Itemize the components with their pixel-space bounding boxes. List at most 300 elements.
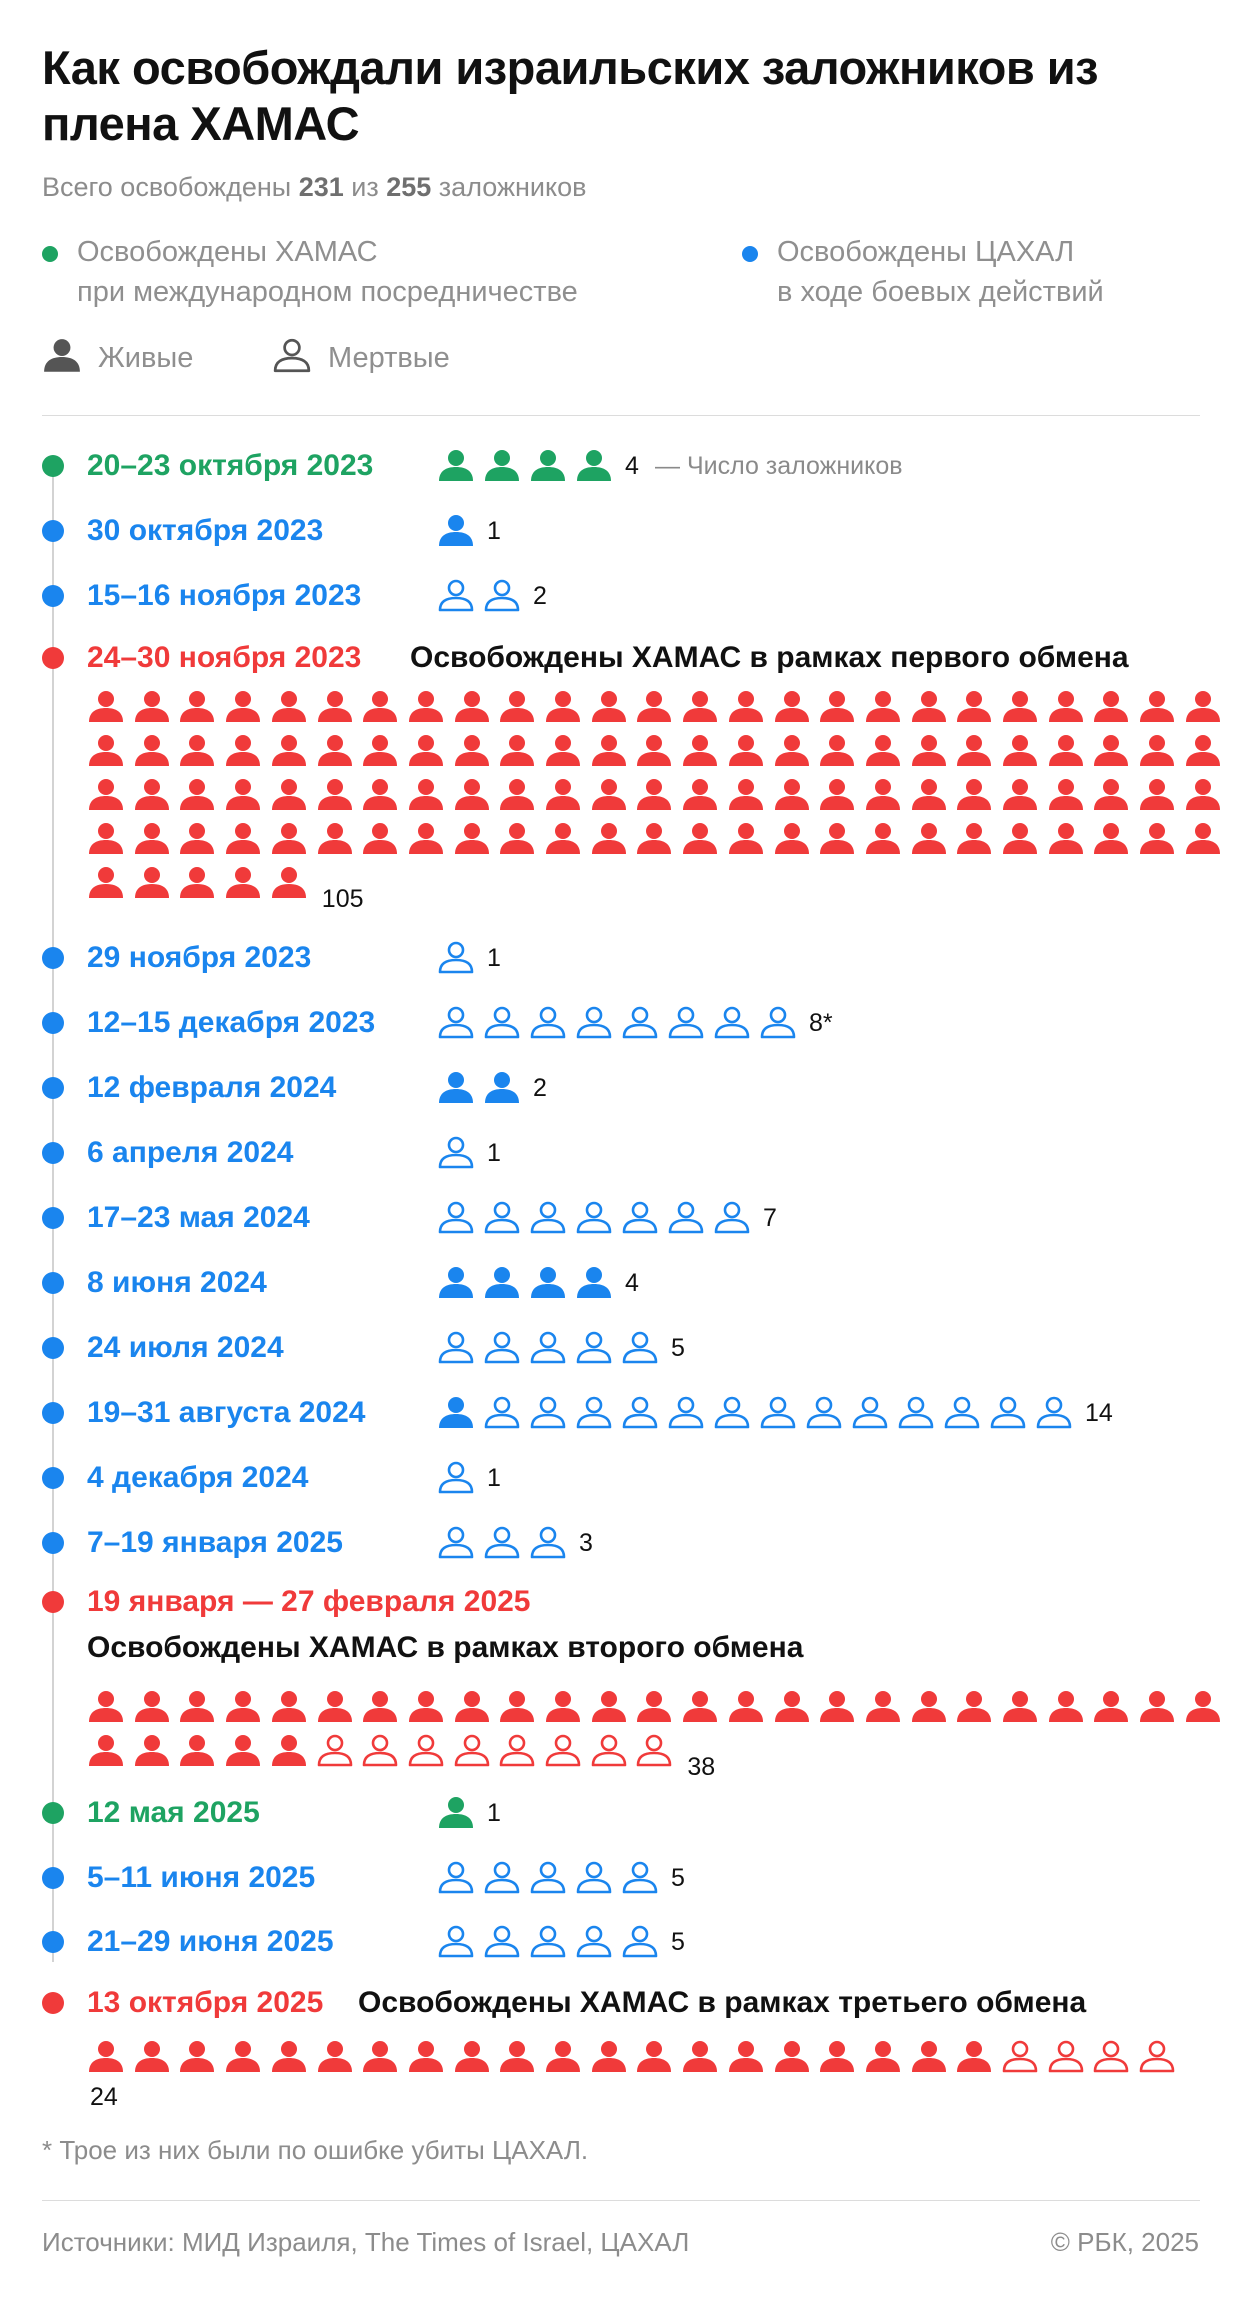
hostage-alive-icon (87, 690, 125, 724)
hostage-dead-icon (437, 1006, 475, 1040)
hostage-alive-icon (1138, 1690, 1176, 1724)
hostage-alive-icon (681, 1690, 719, 1724)
legend-hamas-dot (42, 246, 58, 262)
hostage-alive-icon (818, 822, 856, 856)
hostage-dead-icon (621, 1861, 659, 1895)
hostage-dead-icon (483, 1331, 521, 1365)
hostage-alive-icon (1184, 734, 1222, 768)
hostage-alive-icon (178, 2040, 216, 2074)
hostage-alive-icon (544, 690, 582, 724)
hostage-dead-icon (1047, 2040, 1085, 2074)
hostage-alive-icon (818, 690, 856, 724)
event-count: 7 (763, 1204, 777, 1232)
event-count: 1 (487, 944, 501, 972)
event-dot (42, 1012, 64, 1034)
hostage-alive-icon (864, 690, 902, 724)
hostage-alive-icon (590, 734, 628, 768)
event-date: 24 июля 2024 (87, 1331, 284, 1364)
hostage-dead-icon (529, 1526, 567, 1560)
hostage-alive-icon (727, 2040, 765, 2074)
event-date: 24–30 ноября 2023 (87, 641, 362, 674)
hostage-alive-icon (773, 1690, 811, 1724)
hostage-dead-icon (437, 1136, 475, 1170)
hostage-alive-icon (635, 778, 673, 812)
hostage-alive-icon (407, 2040, 445, 2074)
hostage-alive-icon (635, 734, 673, 768)
event-date: 19 января — 27 февраля 2025 (87, 1585, 531, 1618)
hostage-alive-icon (178, 1734, 216, 1768)
event-date: 13 октября 2025 (87, 1986, 324, 2019)
hostage-alive-icon (575, 1266, 613, 1300)
hostage-alive-icon (316, 734, 354, 768)
hostage-alive-icon (270, 1734, 308, 1768)
event-dot (42, 520, 64, 542)
hostage-alive-icon (87, 734, 125, 768)
hostage-alive-icon (727, 778, 765, 812)
hostage-alive-icon (681, 734, 719, 768)
event-date: 15–16 ноября 2023 (87, 579, 362, 612)
hostage-dead-icon (498, 1734, 536, 1768)
event-dot (42, 1532, 64, 1554)
event-dot (42, 455, 64, 477)
legend-idf-line1: Освобождены ЦАХАЛ (777, 236, 1075, 268)
hostage-alive-icon (270, 778, 308, 812)
event-dot (42, 1077, 64, 1099)
event-count: 4 (625, 452, 639, 480)
hostage-alive-icon (590, 822, 628, 856)
hostage-alive-icon (133, 1734, 171, 1768)
hostage-dead-icon (621, 1331, 659, 1365)
event-date: 12–15 декабря 2023 (87, 1006, 376, 1039)
hostage-dead-icon (851, 1396, 889, 1430)
hostage-alive-icon (590, 2040, 628, 2074)
hostage-alive-icon (437, 514, 475, 548)
bottom-divider (42, 2200, 1200, 2201)
event-count: 2 (533, 1074, 547, 1102)
hostage-alive-icon (1092, 1690, 1130, 1724)
hostage-alive-icon (773, 734, 811, 768)
event-count: 3 (579, 1529, 593, 1557)
legend-dead-label: Мертвые (328, 342, 450, 374)
hostage-alive-icon (498, 778, 536, 812)
hostage-alive-icon (437, 1396, 475, 1430)
hostage-alive-icon (575, 449, 613, 483)
hostage-alive-icon (316, 1690, 354, 1724)
hostage-dead-icon (529, 1396, 567, 1430)
hostage-alive-icon (910, 822, 948, 856)
hostage-alive-icon (224, 778, 262, 812)
event-dot (42, 1207, 64, 1229)
hostage-alive-icon (818, 2040, 856, 2074)
event-dot (42, 1272, 64, 1294)
subtitle-suffix: заложников (431, 172, 587, 202)
hostage-dead-icon (529, 1925, 567, 1959)
event-count: 2 (533, 582, 547, 610)
hostage-alive-icon (224, 734, 262, 768)
hostage-alive-icon (1092, 734, 1130, 768)
hostage-alive-icon (178, 734, 216, 768)
event-dot (42, 947, 64, 969)
event-date: 19–31 августа 2024 (87, 1396, 366, 1429)
hostage-dead-icon (361, 1734, 399, 1768)
hostage-alive-icon (773, 778, 811, 812)
event-date: 12 февраля 2024 (87, 1071, 337, 1104)
hostage-alive-icon (727, 822, 765, 856)
hostage-alive-icon (773, 822, 811, 856)
hostage-dead-icon (437, 1331, 475, 1365)
event-description: Освобождены ХАМАС в рамках второго обмена (87, 1631, 804, 1664)
subtitle-prefix: Всего освобождены (42, 172, 299, 202)
hostage-alive-icon (407, 822, 445, 856)
hostage-alive-icon (87, 822, 125, 856)
hostage-alive-icon (727, 1690, 765, 1724)
event-dot (42, 1867, 64, 1889)
hostage-dead-icon (575, 1861, 613, 1895)
hostage-alive-icon (955, 1690, 993, 1724)
event-dot (42, 1802, 64, 1824)
hostage-dead-icon (1001, 2040, 1039, 2074)
hostage-alive-icon (178, 866, 216, 900)
hostage-alive-icon (910, 690, 948, 724)
hostage-alive-icon (955, 734, 993, 768)
hostage-dead-icon (667, 1201, 705, 1235)
released-count: 231 (298, 172, 344, 202)
hostage-dead-icon (759, 1396, 797, 1430)
hostage-alive-icon (178, 1690, 216, 1724)
hostage-alive-icon (955, 778, 993, 812)
event-count: 24 (90, 2083, 118, 2111)
hostage-dead-icon (483, 579, 521, 613)
hostage-alive-icon (818, 734, 856, 768)
hostage-alive-icon (407, 778, 445, 812)
hostage-alive-icon (864, 778, 902, 812)
hostage-alive-icon (864, 822, 902, 856)
hostage-alive-icon (453, 1690, 491, 1724)
hostage-dead-icon (621, 1925, 659, 1959)
event-count: 5 (671, 1334, 685, 1362)
hostage-alive-icon (955, 690, 993, 724)
event-count: 1 (487, 517, 501, 545)
event-count: 14 (1085, 1399, 1113, 1427)
hostage-alive-icon (133, 734, 171, 768)
hostage-alive-icon (453, 778, 491, 812)
hostage-alive-icon (87, 866, 125, 900)
event-date: 17–23 мая 2024 (87, 1201, 310, 1234)
hostage-dead-icon (437, 941, 475, 975)
hostage-alive-icon (316, 778, 354, 812)
event-description: Освобождены ХАМАС в рамках первого обмена (410, 641, 1129, 674)
legend-hamas-line2: при международном посредничестве (77, 276, 578, 308)
person-outline-icon (272, 338, 312, 374)
hostage-alive-icon (133, 822, 171, 856)
legend-idf-line2: в ходе боевых действий (777, 276, 1104, 308)
hostage-alive-icon (864, 1690, 902, 1724)
hostage-alive-icon (773, 2040, 811, 2074)
event-date: 21–29 июня 2025 (87, 1925, 334, 1958)
event-count: 1 (487, 1799, 501, 1827)
hostage-dead-icon (575, 1396, 613, 1430)
hostage-alive-icon (635, 2040, 673, 2074)
hostage-alive-icon (1001, 822, 1039, 856)
hostage-dead-icon (529, 1201, 567, 1235)
hostage-dead-icon (1035, 1396, 1073, 1430)
hostage-alive-icon (133, 866, 171, 900)
hostage-alive-icon (681, 690, 719, 724)
hostage-alive-icon (864, 734, 902, 768)
event-description: Освобождены ХАМАС в рамках третьего обмена (358, 1986, 1087, 2019)
hostage-alive-icon (270, 690, 308, 724)
hostage-dead-icon (621, 1006, 659, 1040)
hostage-dead-icon (943, 1396, 981, 1430)
hostage-dead-icon (667, 1006, 705, 1040)
hostage-alive-icon (910, 734, 948, 768)
event-date: 29 ноября 2023 (87, 941, 312, 974)
hostage-alive-icon (483, 1071, 521, 1105)
hostage-dead-icon (407, 1734, 445, 1768)
hostage-dead-icon (529, 1861, 567, 1895)
hostage-alive-icon (361, 690, 399, 724)
hostage-dead-icon (437, 1526, 475, 1560)
hostage-alive-icon (224, 1734, 262, 1768)
hostage-alive-icon (529, 449, 567, 483)
event-dot (42, 1337, 64, 1359)
hostage-alive-icon (498, 1690, 536, 1724)
hostage-alive-icon (453, 822, 491, 856)
event-note: — Число заложников (655, 452, 903, 480)
hostage-alive-icon (224, 822, 262, 856)
hostage-alive-icon (635, 1690, 673, 1724)
hostage-alive-icon (498, 734, 536, 768)
hostage-alive-icon (1184, 822, 1222, 856)
hostage-alive-icon (178, 822, 216, 856)
hostage-alive-icon (270, 734, 308, 768)
hostage-dead-icon (453, 1734, 491, 1768)
hostage-dead-icon (483, 1925, 521, 1959)
hostage-alive-icon (407, 1690, 445, 1724)
event-count: 5 (671, 1864, 685, 1892)
event-count: 105 (321, 885, 364, 913)
hostage-dead-icon (483, 1396, 521, 1430)
hostage-alive-icon (270, 822, 308, 856)
hostage-alive-icon (87, 2040, 125, 2074)
hostage-alive-icon (910, 778, 948, 812)
hostage-alive-icon (453, 734, 491, 768)
event-count: 1 (487, 1139, 501, 1167)
hostage-alive-icon (453, 2040, 491, 2074)
hostage-dead-icon (437, 1861, 475, 1895)
hostage-alive-icon (544, 734, 582, 768)
hostage-dead-icon (483, 1006, 521, 1040)
legend-alive-label: Живые (98, 342, 194, 374)
hostage-alive-icon (270, 1690, 308, 1724)
page-title: Как освобождали израильских заложников из плена ХАМАС (42, 41, 1099, 150)
event-dot (42, 1931, 64, 1953)
hostage-alive-icon (270, 2040, 308, 2074)
hostage-alive-icon (224, 690, 262, 724)
event-dot (42, 585, 64, 607)
event-dot (42, 1467, 64, 1489)
legend-idf-dot (742, 246, 758, 262)
sources: Источники: МИД Израиля, The Times of Israel, ЦАХАЛ (42, 2227, 690, 2257)
hostage-alive-icon (361, 1690, 399, 1724)
hostage-dead-icon (575, 1331, 613, 1365)
hostage-alive-icon (483, 449, 521, 483)
hostage-dead-icon (713, 1006, 751, 1040)
hostage-alive-icon (727, 690, 765, 724)
total-count: 255 (386, 172, 432, 202)
hostage-alive-icon (910, 1690, 948, 1724)
hostage-alive-icon (133, 778, 171, 812)
hostage-alive-icon (1001, 690, 1039, 724)
event-dot (42, 1142, 64, 1164)
hostage-alive-icon (437, 1071, 475, 1105)
hostage-dead-icon (713, 1396, 751, 1430)
hostage-dead-icon (805, 1396, 843, 1430)
hostage-alive-icon (498, 690, 536, 724)
hostage-dead-icon (437, 579, 475, 613)
hostage-alive-icon (361, 822, 399, 856)
hostage-alive-icon (87, 1734, 125, 1768)
hostage-alive-icon (590, 690, 628, 724)
hostage-alive-icon (1047, 822, 1085, 856)
hostage-alive-icon (773, 690, 811, 724)
hostage-alive-icon (1138, 690, 1176, 724)
event-date: 5–11 июня 2025 (87, 1861, 316, 1894)
subtitle-middle: из (343, 172, 387, 202)
hostage-alive-icon (1184, 778, 1222, 812)
hostage-alive-icon (133, 2040, 171, 2074)
hostage-alive-icon (498, 822, 536, 856)
hostage-alive-icon (1138, 778, 1176, 812)
event-date: 20–23 октября 2023 (87, 449, 374, 482)
hostage-dead-icon (1092, 2040, 1130, 2074)
hostage-dead-icon (621, 1396, 659, 1430)
hostage-dead-icon (759, 1006, 797, 1040)
hostage-dead-icon (989, 1396, 1027, 1430)
top-divider (42, 415, 1200, 416)
event-dot (42, 1402, 64, 1424)
hostage-alive-icon (437, 1266, 475, 1300)
hostage-dead-icon (1138, 2040, 1176, 2074)
hostage-alive-icon (361, 778, 399, 812)
hostage-dead-icon (635, 1734, 673, 1768)
hostage-alive-icon (1138, 734, 1176, 768)
hostage-alive-icon (681, 778, 719, 812)
person-filled-icon (42, 338, 82, 374)
event-date: 4 декабря 2024 (87, 1461, 309, 1494)
hostage-alive-icon (727, 734, 765, 768)
hostage-alive-icon (316, 690, 354, 724)
hostage-alive-icon (483, 1266, 521, 1300)
hostage-dead-icon (437, 1925, 475, 1959)
hostage-alive-icon (818, 778, 856, 812)
hostage-alive-icon (544, 2040, 582, 2074)
hostage-alive-icon (635, 822, 673, 856)
subtitle (42, 172, 587, 203)
hostage-alive-icon (818, 1690, 856, 1724)
event-count: 5 (671, 1928, 685, 1956)
hostage-alive-icon (133, 690, 171, 724)
hostage-alive-icon (955, 2040, 993, 2074)
footnote: * Трое из них были по ошибке убиты ЦАХАЛ. (42, 2135, 589, 2165)
hostage-alive-icon (224, 1690, 262, 1724)
hostage-dead-icon (897, 1396, 935, 1430)
hostage-alive-icon (1047, 1690, 1085, 1724)
hostage-alive-icon (1001, 734, 1039, 768)
hostage-dead-icon (529, 1331, 567, 1365)
hostage-alive-icon (1047, 734, 1085, 768)
event-dot (42, 1591, 64, 1613)
hostage-alive-icon (87, 1690, 125, 1724)
hostage-alive-icon (407, 690, 445, 724)
hostage-dead-icon (575, 1201, 613, 1235)
event-count: 1 (487, 1464, 501, 1492)
event-count: 38 (687, 1753, 716, 1781)
hostage-alive-icon (133, 1690, 171, 1724)
hostage-alive-icon (681, 2040, 719, 2074)
hostage-alive-icon (590, 1690, 628, 1724)
hostage-alive-icon (681, 822, 719, 856)
hostage-dead-icon (316, 1734, 354, 1768)
hostage-alive-icon (224, 2040, 262, 2074)
hostage-dead-icon (713, 1201, 751, 1235)
hostage-alive-icon (1184, 1690, 1222, 1724)
hostage-alive-icon (1184, 690, 1222, 724)
hostage-alive-icon (437, 449, 475, 483)
hostage-alive-icon (498, 2040, 536, 2074)
hostage-alive-icon (864, 2040, 902, 2074)
hostage-alive-icon (529, 1266, 567, 1300)
hostage-dead-icon (529, 1006, 567, 1040)
hostage-dead-icon (621, 1201, 659, 1235)
hostage-alive-icon (361, 734, 399, 768)
hostage-alive-icon (1138, 822, 1176, 856)
hostage-alive-icon (316, 822, 354, 856)
hostage-dead-icon (575, 1006, 613, 1040)
hostage-alive-icon (590, 778, 628, 812)
hostage-alive-icon (1092, 690, 1130, 724)
hostage-alive-icon (544, 1690, 582, 1724)
hostage-alive-icon (224, 866, 262, 900)
event-count: 4 (625, 1269, 639, 1297)
hostage-dead-icon (483, 1526, 521, 1560)
hostage-alive-icon (87, 778, 125, 812)
hostage-alive-icon (955, 822, 993, 856)
hostage-alive-icon (910, 2040, 948, 2074)
event-dot (42, 647, 64, 669)
hostage-alive-icon (437, 1796, 475, 1830)
hostage-alive-icon (1047, 690, 1085, 724)
hostage-dead-icon (575, 1925, 613, 1959)
event-date: 8 июня 2024 (87, 1266, 267, 1299)
hostage-dead-icon (667, 1396, 705, 1430)
hostage-alive-icon (316, 2040, 354, 2074)
hostage-alive-icon (1001, 778, 1039, 812)
hostage-alive-icon (270, 866, 308, 900)
hostage-dead-icon (544, 1734, 582, 1768)
hostage-alive-icon (635, 690, 673, 724)
hostage-dead-icon (483, 1201, 521, 1235)
hostage-alive-icon (544, 778, 582, 812)
event-date: 7–19 января 2025 (87, 1526, 343, 1559)
event-date: 12 мая 2025 (87, 1796, 260, 1829)
hostage-alive-icon (1092, 822, 1130, 856)
event-count: 8* (809, 1009, 833, 1037)
hostage-alive-icon (178, 778, 216, 812)
event-dot (42, 1992, 64, 2014)
event-date: 30 октября 2023 (87, 514, 324, 547)
hostage-alive-icon (1047, 778, 1085, 812)
